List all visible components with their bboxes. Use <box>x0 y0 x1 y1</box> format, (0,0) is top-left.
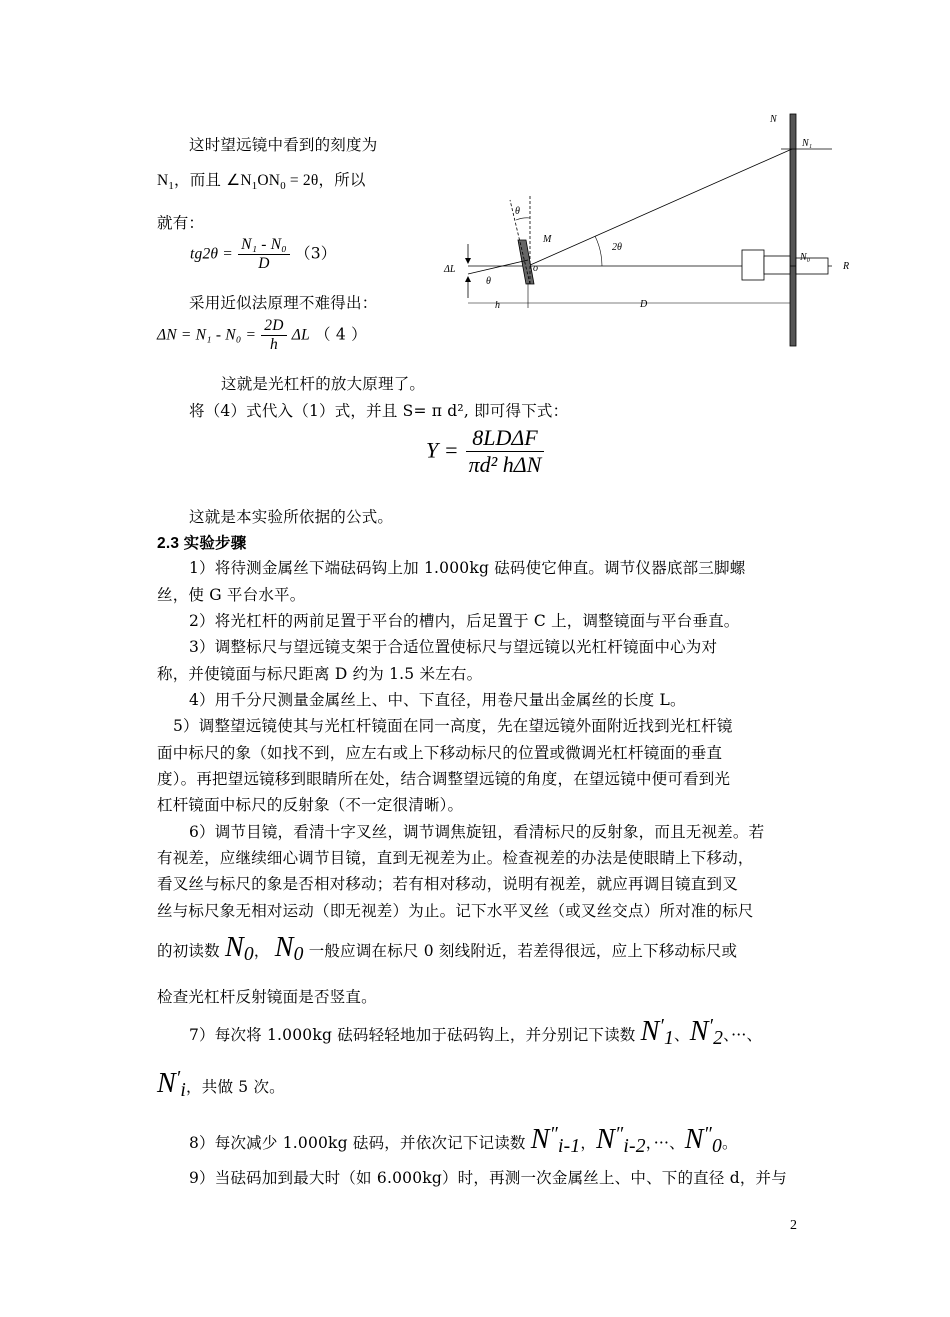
lever-arm <box>468 260 528 274</box>
label-r: R <box>843 261 850 272</box>
step-1-line-1: 1）将待测金属丝下端砝码钩上加 1.000kg 砝码使它伸直。调节仪器底部三脚螺 <box>189 559 746 577</box>
label-m: M <box>543 234 552 245</box>
step-6-line-6: 检查光杠杆反射镜面是否竖直。 <box>157 988 377 1006</box>
principle-line: 这就是光杠杆的放大原理了。 <box>221 375 426 393</box>
step-7-end: ，共做 5 次。 <box>186 1078 285 1096</box>
n-dprime-im1: $N''_{i-1}$ <box>530 1124 581 1157</box>
telescope-tube <box>764 256 790 274</box>
step-5-line-4: 杠杆镜面中标尺的反射象（不一定很清晰）。 <box>157 796 464 814</box>
angle-expression: $\angle N_1ON_0 = 2\theta$ <box>226 172 319 192</box>
eq3-fraction <box>238 236 290 273</box>
approx-line: 采用近似法原理不难得出： <box>189 294 378 312</box>
step-6-line-5: 的初读数 $N_0$， $N_0$ 一般应调在标尺 0 刻线附近，若差得很远，应上下移动标尺或 <box>157 932 738 965</box>
n-prime-1: $N'_1$ <box>640 1016 675 1049</box>
eq3-tag: （3） <box>295 244 337 263</box>
n1-symbol: $N_1$ <box>157 172 175 192</box>
label-two-theta: 2θ <box>612 242 622 253</box>
dl-arrowhead-top <box>465 258 471 264</box>
label-delta-l: ΔL <box>444 264 456 275</box>
step-5-line-1: 5）调整望远镜使其与光杠杆镜面在同一高度，先在望远镜外面附近找到光杠杆镜 <box>173 717 733 735</box>
label-theta-top: θ <box>515 206 520 217</box>
step-6-line-3: 看叉丝与标尺的象是否相对移动；若有相对移动，说明有视差，就应再调目镜直到叉 <box>157 875 738 893</box>
step-3-line-1: 3）调整标尺与望远镜支架于合适位置使标尺与望远镜以光杠杆镜面中心为对 <box>189 638 718 656</box>
intro-line-1: 这时望远镜中看到的刻度为 <box>189 136 378 154</box>
step-7-text: 7）每次将 1.000kg 砝码轻轻地加于砝码钩上，并分别记下读数 <box>189 1026 636 1044</box>
step-8: 8）每次减少 1.000kg 砝码，并依次记下记读数 $N''_{i-1}$，$N''_{i-2}$，···、$N''_0$。 <box>189 1124 738 1157</box>
theta-arc-top <box>516 218 530 220</box>
eqY-numerator: 8LDΔF <box>466 425 545 452</box>
step-5-line-3: 度）。再把望远镜移到眼睛所在处，结合调整望远镜的角度，在望远镜中便可看到光 <box>157 770 731 788</box>
eq4-tag: （ 4 ） <box>315 325 367 344</box>
dl-arrowhead-bottom <box>465 276 471 282</box>
intro-line-2 <box>157 168 366 192</box>
label-n0: N₀ <box>800 252 811 263</box>
n-dprime-0: $N''_0$ <box>684 1124 723 1157</box>
n0-symbol: $N_0$ <box>224 932 254 965</box>
basis-line: 这就是本实验所依据的公式。 <box>189 508 394 526</box>
step-2: 2）将光杠杆的两前足置于平台的槽内，后足置于 C 上，调整镜面与平台垂直。 <box>189 612 740 630</box>
n-prime-2: $N'_2$ <box>689 1016 724 1049</box>
n-prime-i: $N'_i$ <box>157 1068 187 1101</box>
two-theta-arc <box>595 236 602 266</box>
eq3-numerator: N₁ - N₀ <box>238 236 290 255</box>
initial-reading-note: 一般应调在标尺 0 刻线附近，若差得很远，应上下移动标尺或 <box>308 942 738 960</box>
label-n1: N₁ <box>802 138 813 149</box>
label-o: o <box>533 263 538 274</box>
step-1-line-2: 丝，使 G 平台水平。 <box>157 586 306 604</box>
n-dprime-im2: $N''_{i-2}$ <box>596 1124 646 1157</box>
step-6-line-4: 丝与标尺象无相对运动（即无视差）为止。记下水平叉丝（或叉丝交点）所对准的标尺 <box>157 902 754 920</box>
step-6-line-2: 有视差，应继续细心调节目镜，直到无视差为止。检查视差的办法是使眼睛上下移动， <box>157 849 754 867</box>
label-theta-bottom: θ <box>486 276 491 287</box>
page-number: 2 <box>790 1218 797 1233</box>
step-6-line-1: 6）调节目镜，看清十字叉丝，调节调焦旋钮，看清标尺的反射象，而且无视差。若 <box>189 823 765 841</box>
equation-3 <box>190 236 337 273</box>
initial-reading-text: 的初读数 <box>157 942 220 960</box>
optical-lever-diagram <box>440 108 860 358</box>
equation-4 <box>157 317 367 354</box>
section-title: 2.3 实验步骤 <box>157 535 247 552</box>
n0-symbol-2: $N_0$ <box>274 932 304 965</box>
step-4: 4）用千分尺测量金属丝上、中、下直径，用卷尺量出金属丝的长度 L。 <box>189 691 686 709</box>
step-3-line-2: 称，并使镜面与标尺距离 D 约为 1.5 米左右。 <box>157 665 483 683</box>
equation-young <box>426 425 544 478</box>
step-8-text: 8）每次减少 1.000kg 砝码，并依次记下记读数 <box>189 1134 526 1152</box>
text-so: ，所以 <box>318 171 366 189</box>
step-7-line-1: 7）每次将 1.000kg 砝码轻轻地加于砝码钩上，并分别记下读数 $N'_1$、$N'_2$、···、 <box>189 1016 763 1049</box>
eqY-fraction <box>466 425 545 478</box>
eq4-denominator: h <box>269 336 278 353</box>
eq3-denominator: D <box>258 255 270 272</box>
step-5-line-2: 面中标尺的象（如找不到，应左右或上下移动标尺的位置或微调光杠杆镜面的垂直 <box>157 744 723 762</box>
eq4-numerator: 2D <box>261 317 286 336</box>
substitute-line: 将（4）式代入（1）式，并且 S= π d², 即可得下式： <box>189 402 569 420</box>
label-n: N <box>770 114 777 125</box>
text-and: ，而且 <box>174 171 222 189</box>
reflected-ray <box>528 149 792 266</box>
eq4-rhs: ΔL <box>291 326 310 344</box>
step-7-line-2 <box>157 1068 285 1102</box>
step-9: 9）当砝码加到最大时（如 6.000kg）时，再测一次金属丝上、中、下的直径 d，并与 <box>189 1169 787 1187</box>
eq4-lhs: ΔN = N₁ - N₀ = <box>157 326 257 344</box>
label-d: D <box>640 299 648 310</box>
eq3-lhs: tg2θ = <box>190 245 233 263</box>
telescope-body <box>742 250 764 280</box>
eq4-fraction <box>261 317 286 354</box>
eqY-lhs: Y = <box>426 437 459 463</box>
intro-line-3: 就有： <box>157 214 205 232</box>
label-h: h <box>495 300 500 311</box>
eqY-denominator: πd² hΔN <box>468 452 542 477</box>
